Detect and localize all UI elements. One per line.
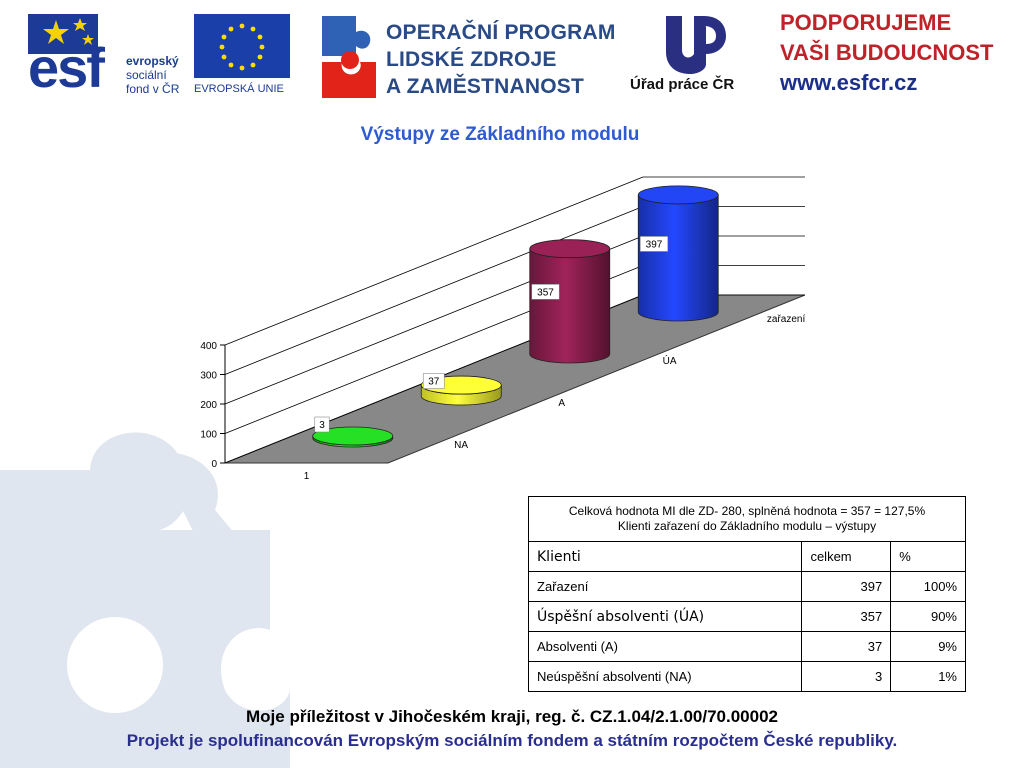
bar-top-ÚA (530, 240, 610, 258)
esf-line2: sociální (126, 68, 167, 82)
category-label: ÚA (662, 356, 677, 367)
data-label: 397 (645, 239, 663, 251)
urad-prace-logo (626, 12, 756, 102)
row-label: Absolventi (A) (529, 632, 802, 662)
bar-top-zařazení (638, 186, 718, 204)
y-tick-label: 200 (200, 400, 217, 411)
data-label: 3 (319, 420, 325, 431)
esf-mark: esf (28, 36, 103, 99)
category-label: NA (454, 440, 469, 451)
bar-chart-3d (195, 165, 815, 490)
footer-project-line: Moje příležitost v Jihočeském kraji, reg. č. CZ.1.04/2.1.00/70.00002 (246, 707, 778, 726)
category-label: zařazení (766, 314, 806, 325)
esf-line3: fond v ČR (126, 82, 180, 96)
y-tick-label: 400 (200, 341, 217, 352)
eu-label: EVROPSKÁ UNIE (194, 83, 284, 95)
table-caption-row (529, 497, 966, 542)
row-percent: 9% (891, 632, 966, 662)
table-row (529, 662, 966, 692)
table-header-row (529, 542, 966, 572)
results-table (528, 496, 966, 692)
header-celkem: celkem (802, 542, 891, 572)
bar-ÚA (530, 249, 610, 363)
urad-prace-label: Úřad práce ČR (630, 76, 735, 93)
row-percent: 90% (891, 602, 966, 632)
header-percent: % (891, 542, 966, 572)
support-line2: VAŠI BUDOUCNOST (780, 40, 994, 65)
row-count: 357 (802, 602, 891, 632)
category-label: A (558, 398, 566, 409)
esf-logo (28, 14, 320, 99)
bar-zařazení (638, 195, 718, 321)
op-line2: LIDSKÉ ZDROJE (386, 48, 557, 71)
support-url: www.esfcr.cz (780, 70, 918, 95)
data-label: 357 (537, 287, 554, 299)
op-line1: OPERAČNÍ PROGRAM (386, 21, 616, 44)
op-line3: A ZAMĚSTNANOST (386, 75, 585, 98)
table-row (529, 572, 966, 602)
row-count: 397 (802, 572, 891, 602)
series-axis-label: 1 (303, 471, 310, 482)
slide-title: Výstupy ze Základního modulu (360, 124, 640, 145)
support-slogan (780, 8, 1020, 98)
row-label: Úspěšní absolventi (ÚA) (529, 602, 802, 632)
table-row (529, 632, 966, 662)
footer-funding-line: Projekt je spolufinancován Evropským sociálním fondem a státním rozpočtem České republiky. (126, 731, 898, 750)
row-label: Neúspěšní absolventi (NA) (529, 662, 802, 692)
header-klienti: Klienti (529, 542, 802, 572)
support-line1: PODPORUJEME (780, 10, 952, 35)
op-lzz-logo (320, 12, 616, 102)
y-tick-label: 100 (200, 429, 217, 441)
esf-line1: evropský (126, 54, 179, 68)
table-caption (529, 497, 966, 542)
table-caption-line1: Celková hodnota MI dle ZD- 280, splněná hodnota = 357 = 127,5% (568, 504, 926, 518)
row-label: Zařazení (529, 572, 802, 602)
urad-prace-emblem-icon (660, 12, 730, 74)
row-count: 37 (802, 632, 891, 662)
op-puzzle-icon (320, 14, 380, 100)
y-tick-label: 300 (200, 370, 217, 382)
table-row (529, 602, 966, 632)
data-label: 37 (428, 376, 440, 388)
row-count: 3 (802, 662, 891, 692)
y-tick-label: 0 (211, 459, 217, 470)
chart-floor (225, 295, 805, 463)
table-caption-line2: Klienti zařazení do Základního modulu – výstupy (617, 519, 877, 533)
row-percent: 100% (891, 572, 966, 602)
row-percent: 1% (891, 662, 966, 692)
